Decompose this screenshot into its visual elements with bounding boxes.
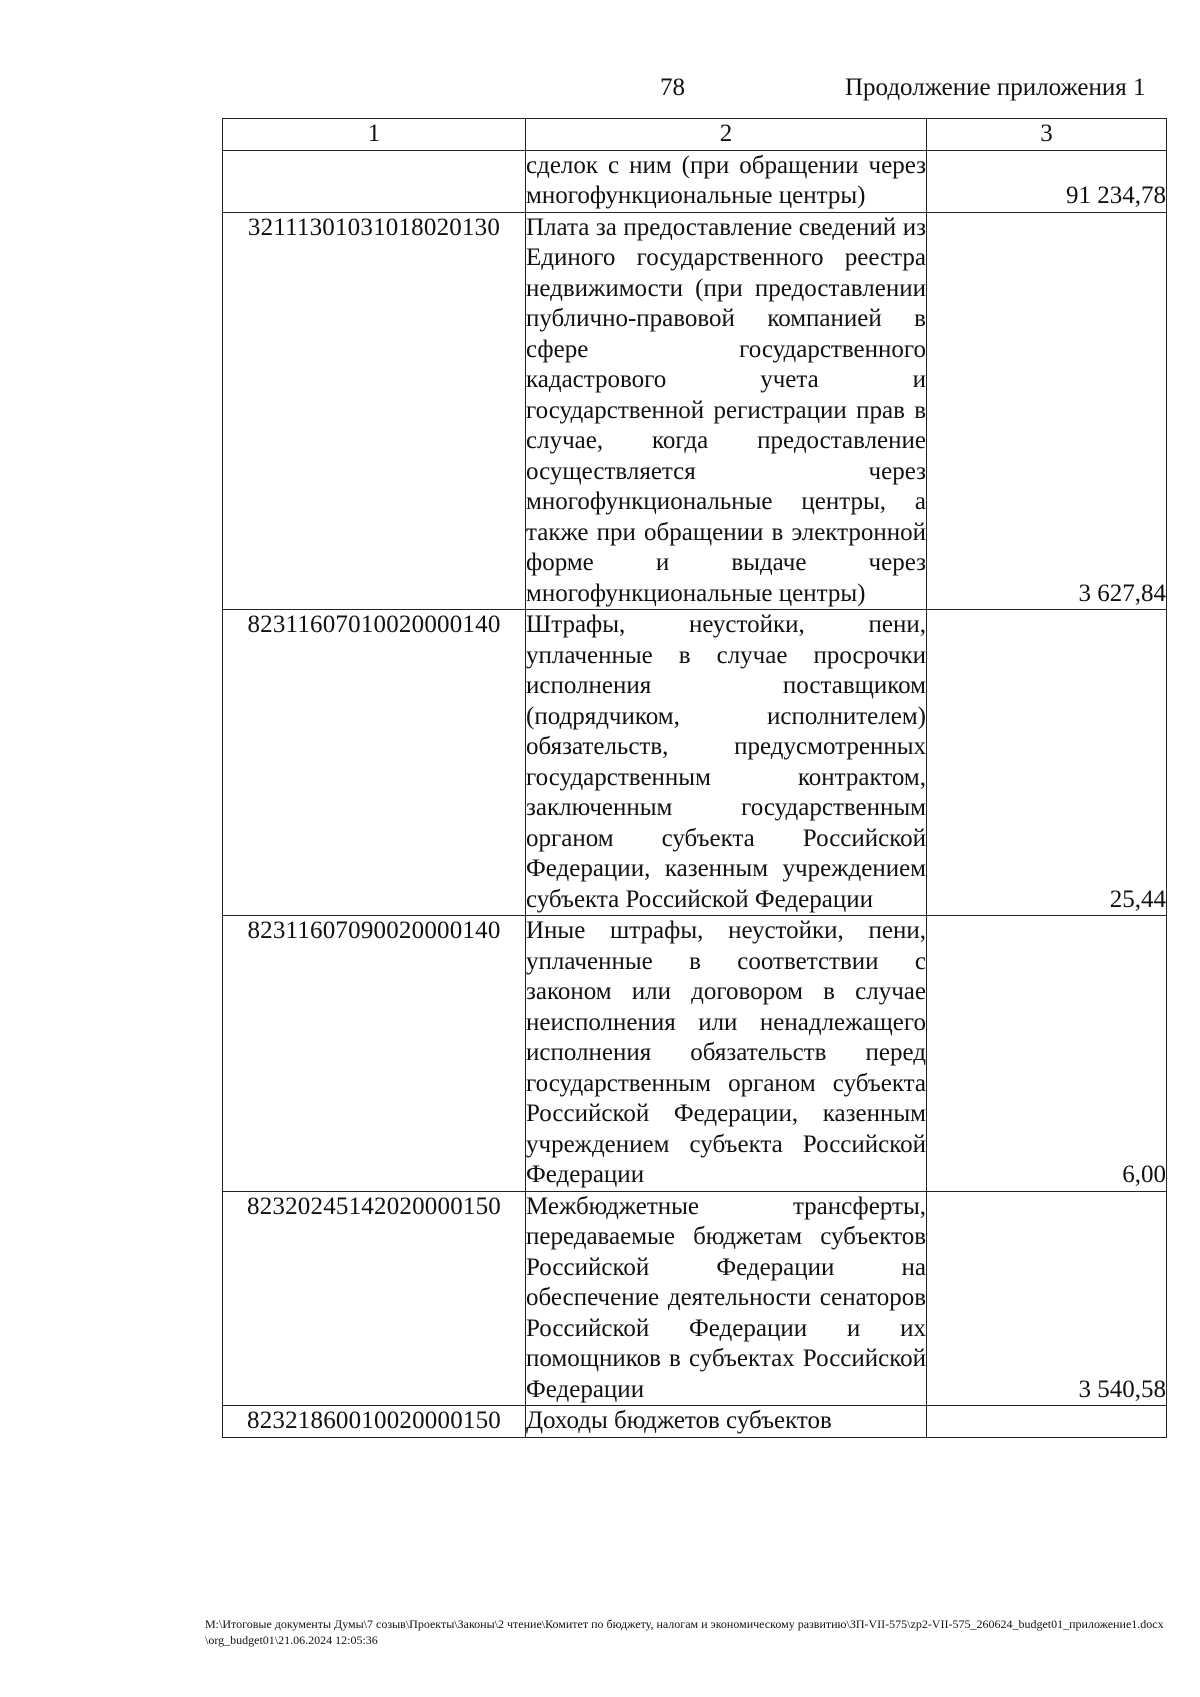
table-row <box>223 916 1167 1192</box>
table-row <box>223 1406 1167 1438</box>
table-row <box>223 150 1167 212</box>
revenue-code: 82311607010020000140 <box>223 610 526 916</box>
table-header-row <box>223 119 1167 151</box>
revenue-name <box>526 1406 927 1438</box>
revenue-code: 32111301031018020130 <box>223 212 526 610</box>
revenue-amount: 25,44 <box>927 610 1167 916</box>
revenue-name-text: Штрафы, неустойки, пени, уплаченные в случае просрочки исполнения поставщиком (подрядчиком, исполнителем) обязательств, предусмотренных государственным контрактом, заключенным государственным органом субъекта Российской Федерации, казенным учреждением субъекта Российской Федерации <box>526 611 926 913</box>
column-header-3: 3 <box>927 119 1167 151</box>
revenue-name-text: Межбюджетные трансферты, передаваемые бюджетам субъектов Российской Федерации на обеспечение деятельности сенаторов Российской Федерации и их помощников в субъектах Российской Федерации <box>526 1192 926 1403</box>
revenue-name-text: Доходы бюджетов субъектов <box>526 1407 832 1434</box>
revenue-amount: 3 627,84 <box>927 212 1167 610</box>
page-number: 78 <box>660 74 685 101</box>
continuation-label: Продолжение приложения 1 <box>845 74 1146 101</box>
revenue-code: 82311607090020000140 <box>223 916 526 1192</box>
revenue-table <box>222 118 1167 1438</box>
revenue-code: 82321860010020000150 <box>223 1406 526 1438</box>
revenue-name-text: Иные штрафы, неустойки, пени, уплаченные в соответствии с законом или договором в случае неисполнения или ненадлежащего исполнения обязательств перед государственным органом субъекта Российской Федерации, казенным учреждением субъекта Российской Федерации <box>526 917 926 1188</box>
revenue-name-text: сделок с ним (при обращении через многофункциональные центры) <box>526 151 926 209</box>
revenue-amount <box>927 1406 1167 1438</box>
document-path-footer: M:\Итоговые документы Думы\7 созыв\Проекты\Законы\2 чтение\Комитет по бюджету, налогам и экономическому развитию\ЗП-VII-575\zp2-VII-575_260624_budget01_приложение1.docx\org_budget01\21.06.2024 12:05:36 <box>205 1617 1164 1647</box>
revenue-code <box>223 150 526 212</box>
revenue-amount: 6,00 <box>927 916 1167 1192</box>
revenue-name <box>526 212 927 610</box>
revenue-name <box>526 150 927 212</box>
revenue-code: 82320245142020000150 <box>223 1191 526 1406</box>
revenue-name-text: Плата за предоставление сведений из Единого государственного реестра недвижимости (при предоставлении публично-правовой компанией в сфере государственного кадастрового учета и государственной регистрации прав в случае, когда предоставление осуществляется через многофункциональные центры, а также при обращении в электронной форме и выдаче через многофункциональные центры) <box>526 213 926 607</box>
table-row <box>223 1191 1167 1406</box>
column-header-1: 1 <box>223 119 526 151</box>
revenue-amount: 3 540,58 <box>927 1191 1167 1406</box>
revenue-name <box>526 916 927 1192</box>
revenue-name <box>526 610 927 916</box>
revenue-name <box>526 1191 927 1406</box>
table-row <box>223 610 1167 916</box>
table-row <box>223 212 1167 610</box>
column-header-2: 2 <box>526 119 927 151</box>
revenue-amount: 91 234,78 <box>927 150 1167 212</box>
